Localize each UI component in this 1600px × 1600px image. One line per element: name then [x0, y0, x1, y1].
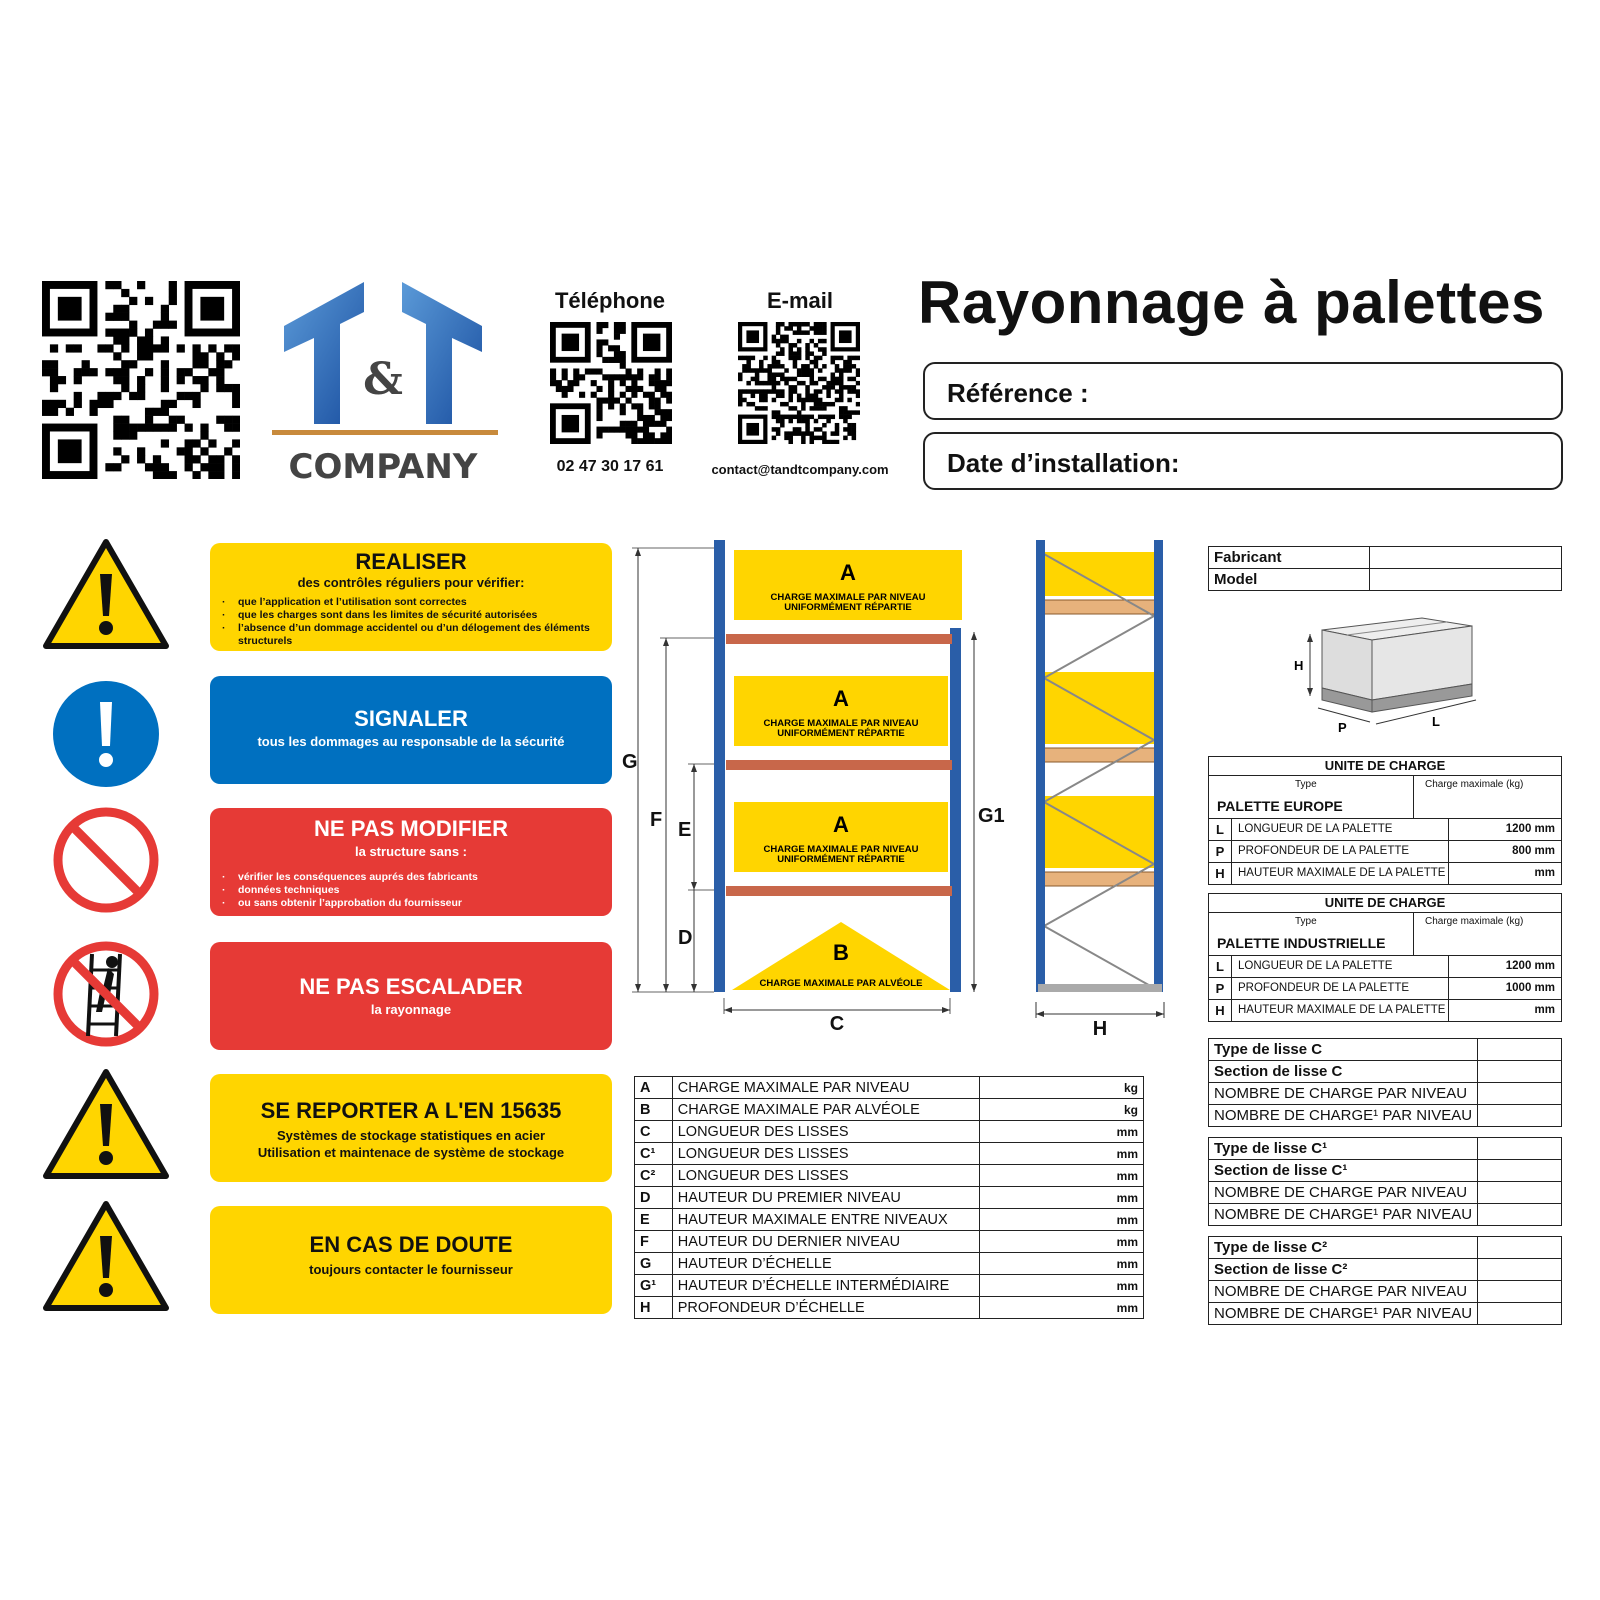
svg-text:UNIFORMÉMENT RÉPARTIE: UNIFORMÉMENT RÉPARTIE: [777, 728, 905, 739]
legend-unit[interactable]: mm: [979, 1187, 1143, 1209]
table-row: [1209, 1237, 1562, 1259]
load-unit-header: UNITE DE CHARGE: [1209, 894, 1561, 913]
panel-heading: NE PAS MODIFIER: [314, 816, 508, 841]
lisse-n2-label: NOMBRE DE CHARGE¹ PAR NIVEAU: [1209, 1105, 1478, 1127]
dim-value[interactable]: 1200 mm: [1505, 960, 1555, 972]
logo-company-text: COMPANY: [288, 447, 478, 487]
table-row: [1209, 978, 1561, 1000]
panel-en-cas-de-doute: [210, 1206, 612, 1314]
lisse-section-value[interactable]: [1478, 1061, 1562, 1083]
legend-key: F: [635, 1231, 673, 1253]
legend-unit[interactable]: kg: [979, 1099, 1143, 1121]
lisse-type-value[interactable]: [1478, 1039, 1562, 1061]
panel-heading: NE PAS ESCALADER: [299, 974, 523, 999]
no-climbing-icon: [52, 940, 160, 1048]
bay-b-label: [732, 922, 950, 990]
legend-label: PROFONDEUR D’ÉCHELLE: [672, 1297, 979, 1319]
panel-en-15635: [210, 1074, 612, 1182]
table-row: [1209, 863, 1561, 884]
lisse-n2-value[interactable]: [1478, 1105, 1562, 1127]
legend-label: LONGUEUR DES LISSES: [672, 1165, 979, 1187]
dim-label: LONGUEUR DE LA PALETTE: [1232, 956, 1449, 977]
dim-key: P: [1209, 978, 1232, 999]
level-a-label: [734, 550, 962, 620]
fabricant-value[interactable]: [1370, 547, 1562, 569]
legend-key: G: [635, 1253, 673, 1275]
prohibited-icon: [52, 806, 160, 914]
svg-text:A: A: [833, 812, 849, 837]
panel-item: · l’absence d’un dommage accidentel ou d’un délogement des éléments structurels: [238, 622, 612, 648]
dim-value[interactable]: 1000 mm: [1505, 982, 1555, 994]
table-row: [635, 1275, 1144, 1297]
table-row: [1209, 1160, 1562, 1182]
phone-title: Téléphone: [554, 288, 665, 313]
dim-label-g: G: [622, 751, 638, 773]
table-row: [635, 1165, 1144, 1187]
warning-triangle-icon: [42, 1200, 170, 1314]
lisse-type-value[interactable]: [1478, 1138, 1562, 1160]
lisse-n1-label: NOMBRE DE CHARGE PAR NIVEAU: [1209, 1083, 1478, 1105]
warning-triangle-icon: [42, 1068, 170, 1182]
table-row: [635, 1143, 1144, 1165]
lisse-section-value[interactable]: [1478, 1160, 1562, 1182]
lisse-table-c2: [1208, 1236, 1562, 1325]
qr-code-icon: [550, 322, 672, 444]
legend-label: HAUTEUR D’ÉCHELLE: [672, 1253, 979, 1275]
table-row: [1209, 1204, 1562, 1226]
panel-item: · vérifier les conséquences auprés des fabricants: [238, 871, 612, 884]
table-row: [635, 1209, 1144, 1231]
lisse-n2-label: NOMBRE DE CHARGE¹ PAR NIVEAU: [1209, 1303, 1478, 1325]
lisse-section-label: Section de lisse C¹: [1209, 1160, 1478, 1182]
table-row: [635, 1121, 1144, 1143]
pallet-type-name: PALETTE INDUSTRIELLE: [1217, 935, 1386, 951]
dim-label-h: H: [1092, 1018, 1108, 1040]
level-a-label: [734, 802, 948, 872]
panel-item: · données techniques: [238, 884, 612, 897]
dim-key: P: [1209, 841, 1232, 862]
model-value[interactable]: [1370, 569, 1562, 591]
dim-value[interactable]: 800 mm: [1512, 845, 1555, 857]
panel-signaler: [210, 676, 612, 784]
panel-sub: tous les dommages au responsable de la sécurité: [257, 734, 565, 749]
rack-front-diagram: [620, 540, 1020, 1040]
model-label: Model: [1209, 569, 1370, 591]
pallet-type-name: PALETTE EUROPE: [1217, 798, 1343, 814]
lisse-n2-value[interactable]: [1478, 1303, 1562, 1325]
panel-item: · ou sans obtenir l’approbation du fournisseur: [238, 897, 612, 910]
legend-label: LONGUEUR DES LISSES: [672, 1121, 979, 1143]
panel-ne-pas-escalader: [210, 942, 612, 1050]
warning-triangle-icon: [42, 538, 170, 652]
load-type-row: [1209, 776, 1561, 819]
dim-label: HAUTEUR MAXIMALE DE LA PALETTE: [1232, 863, 1449, 884]
dim-label-e: E: [678, 819, 692, 841]
legend-key: G¹: [635, 1275, 673, 1297]
lisse-section-value[interactable]: [1478, 1259, 1562, 1281]
pallet-l-label: L: [1432, 714, 1440, 729]
reference-label: Référence :: [947, 378, 1089, 408]
dim-label-d: D: [678, 927, 693, 949]
panel-heading: SIGNALER: [354, 706, 468, 731]
dim-label: PROFONDEUR DE LA PALETTE: [1232, 841, 1449, 862]
dim-value[interactable]: mm: [1534, 867, 1555, 879]
page-title: Rayonnage à palettes: [918, 269, 1545, 336]
load-unit-header: UNITE DE CHARGE: [1209, 757, 1561, 776]
lisse-type-label: Type de lisse C²: [1209, 1237, 1478, 1259]
legend-label: CHARGE MAXIMALE PAR ALVÉOLE: [672, 1099, 979, 1121]
svg-text:UNIFORMÉMENT RÉPARTIE: UNIFORMÉMENT RÉPARTIE: [777, 854, 905, 865]
panel-ne-pas-modifier: [210, 808, 612, 916]
rack-side-diagram: [1030, 540, 1170, 1040]
legend-key: H: [635, 1297, 673, 1319]
qr-code-icon: [738, 322, 860, 444]
pallet-h-label: H: [1294, 658, 1304, 673]
date-label: Date d’installation:: [947, 448, 1180, 478]
legend-key: C: [635, 1121, 673, 1143]
pallet-box-icon: [1282, 600, 1482, 750]
dim-value[interactable]: mm: [1534, 1004, 1555, 1016]
legend-unit[interactable]: mm: [979, 1231, 1143, 1253]
legend-key: C²: [635, 1165, 673, 1187]
max-load-label: Charge maximale (kg): [1425, 916, 1524, 927]
table-row: [1209, 1138, 1562, 1160]
reference-field[interactable]: [923, 362, 1563, 420]
legend-key: D: [635, 1187, 673, 1209]
svg-text:UNIFORMÉMENT RÉPARTIE: UNIFORMÉMENT RÉPARTIE: [784, 602, 912, 613]
load-unit-industrielle: [1208, 893, 1562, 1022]
manufacturer-table: [1208, 546, 1562, 591]
qr-code-icon: [42, 281, 240, 479]
dim-key: H: [1209, 1000, 1232, 1021]
table-row: [635, 1077, 1144, 1099]
load-unit-europe: [1208, 756, 1562, 885]
svg-text:A: A: [840, 560, 856, 585]
legend-label: HAUTEUR DU PREMIER NIVEAU: [672, 1187, 979, 1209]
legend-key: C¹: [635, 1143, 673, 1165]
table-row: [1209, 1000, 1561, 1021]
installation-date-field[interactable]: [923, 432, 1563, 490]
svg-text:CHARGE MAXIMALE PAR NIVEAU: CHARGE MAXIMALE PAR NIVEAU: [770, 592, 926, 603]
table-row: [1209, 841, 1561, 863]
info-circle-icon: [52, 680, 160, 788]
panel-sub: toujours contacter le fournisseur: [309, 1262, 513, 1277]
svg-text:CHARGE MAXIMALE PAR ALVÉOLE: CHARGE MAXIMALE PAR ALVÉOLE: [759, 978, 923, 989]
legend-label: CHARGE MAXIMALE PAR NIVEAU: [672, 1077, 979, 1099]
table-row: [635, 1297, 1144, 1319]
lisse-n1-value[interactable]: [1478, 1182, 1562, 1204]
legend-label: HAUTEUR D’ÉCHELLE INTERMÉDIAIRE: [672, 1275, 979, 1297]
company-logo: [262, 276, 506, 508]
legend-unit[interactable]: mm: [979, 1253, 1143, 1275]
panel-heading: SE REPORTER A L'EN 15635: [260, 1098, 562, 1123]
type-label: Type: [1295, 916, 1317, 927]
table-row: [1209, 1105, 1562, 1127]
type-label: Type: [1295, 779, 1317, 790]
dim-label-c: C: [829, 1013, 845, 1035]
fabricant-label: Fabricant: [1209, 547, 1370, 569]
panel-sub-2: Utilisation et maintenace de système de stockage: [257, 1145, 565, 1160]
lisse-section-label: Section de lisse C: [1209, 1061, 1478, 1083]
panel-sub: la rayonnage: [370, 1002, 452, 1017]
panel-sub: la structure sans :: [355, 844, 467, 859]
table-row: [1209, 1061, 1562, 1083]
dim-label-g1: G1: [978, 805, 1005, 827]
dim-key: L: [1209, 819, 1232, 840]
lisse-type-label: Type de lisse C¹: [1209, 1138, 1478, 1160]
panel-item: · que l’application et l’utilisation sont correctes: [238, 596, 612, 609]
lisse-type-label: Type de lisse C: [1209, 1039, 1478, 1061]
table-row: [635, 1187, 1144, 1209]
legend-key: E: [635, 1209, 673, 1231]
svg-text:CHARGE MAXIMALE PAR NIVEAU: CHARGE MAXIMALE PAR NIVEAU: [763, 718, 919, 729]
lisse-table-c1: [1208, 1137, 1562, 1226]
table-row: [1209, 1182, 1562, 1204]
dimension-legend-table: [634, 1076, 1144, 1319]
lisse-n1-label: NOMBRE DE CHARGE PAR NIVEAU: [1209, 1281, 1478, 1303]
table-row: [635, 1099, 1144, 1121]
legend-unit[interactable]: mm: [979, 1297, 1143, 1319]
lisse-type-value[interactable]: [1478, 1237, 1562, 1259]
lisse-n2-value[interactable]: [1478, 1204, 1562, 1226]
svg-text:A: A: [833, 686, 849, 711]
logo-ampersand: &: [363, 354, 403, 405]
lisse-n2-label: NOMBRE DE CHARGE¹ PAR NIVEAU: [1209, 1204, 1478, 1226]
panel-heading: EN CAS DE DOUTE: [309, 1232, 513, 1257]
dim-label: HAUTEUR MAXIMALE DE LA PALETTE: [1232, 1000, 1449, 1021]
lisse-table-c: [1208, 1038, 1562, 1127]
panel-sub: des contrôles réguliers pour vérifier:: [297, 575, 525, 590]
lisse-n1-label: NOMBRE DE CHARGE PAR NIVEAU: [1209, 1182, 1478, 1204]
table-row: [1209, 819, 1561, 841]
table-row: [1209, 1281, 1562, 1303]
phone-number[interactable]: 02 47 30 17 61: [556, 458, 664, 475]
legend-key: B: [635, 1099, 673, 1121]
dim-label: LONGUEUR DE LA PALETTE: [1232, 819, 1449, 840]
dim-value[interactable]: 1200 mm: [1505, 823, 1555, 835]
legend-label: LONGUEUR DES LISSES: [672, 1143, 979, 1165]
lisse-n1-value[interactable]: [1478, 1083, 1562, 1105]
level-a-label: [734, 676, 948, 746]
legend-key: A: [635, 1077, 673, 1099]
load-type-row: [1209, 913, 1561, 956]
pallet-p-label: P: [1338, 720, 1347, 735]
panel-realiser: [210, 543, 612, 651]
lisse-section-label: Section de lisse C²: [1209, 1259, 1478, 1281]
legend-unit[interactable]: mm: [979, 1275, 1143, 1297]
dim-key: L: [1209, 956, 1232, 977]
email-address[interactable]: contact@tandtcompany.com: [711, 462, 889, 477]
svg-text:CHARGE MAXIMALE PAR NIVEAU: CHARGE MAXIMALE PAR NIVEAU: [763, 844, 919, 855]
panel-sub: Systèmes de stockage statistiques en acier: [276, 1128, 546, 1143]
lisse-n1-value[interactable]: [1478, 1281, 1562, 1303]
table-row: [1209, 1259, 1562, 1281]
table-row: [1209, 1039, 1562, 1061]
dim-key: H: [1209, 863, 1232, 884]
legend-unit[interactable]: mm: [979, 1209, 1143, 1231]
legend-label: HAUTEUR DU DERNIER NIVEAU: [672, 1231, 979, 1253]
email-title: E-mail: [766, 288, 834, 313]
max-load-label: Charge maximale (kg): [1425, 779, 1524, 790]
dim-label: PROFONDEUR DE LA PALETTE: [1232, 978, 1449, 999]
legend-unit[interactable]: mm: [979, 1165, 1143, 1187]
panel-item: · que les charges sont dans les limites de sécurité autorisées: [238, 609, 612, 622]
dim-label-f: F: [650, 809, 663, 831]
svg-text:B: B: [833, 940, 849, 965]
table-row: [1209, 956, 1561, 978]
table-row: [635, 1231, 1144, 1253]
legend-unit[interactable]: mm: [979, 1121, 1143, 1143]
table-row: [635, 1253, 1144, 1275]
table-row: [1209, 1083, 1562, 1105]
legend-unit[interactable]: mm: [979, 1143, 1143, 1165]
legend-label: HAUTEUR MAXIMALE ENTRE NIVEAUX: [672, 1209, 979, 1231]
legend-unit[interactable]: kg: [979, 1077, 1143, 1099]
table-row: [1209, 1303, 1562, 1325]
panel-heading: REALISER: [355, 549, 467, 574]
